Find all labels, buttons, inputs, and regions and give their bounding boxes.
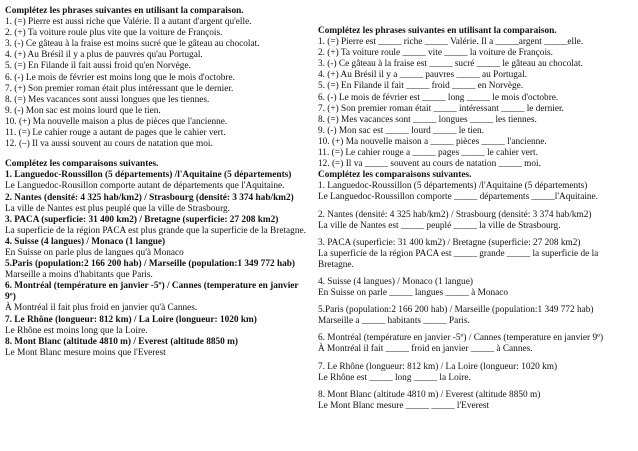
exercise-comparaison-1-heading: 1. Languedoc-Roussillon (5 départements) /l'Aquitaine (5 départements) (318, 181, 588, 192)
comparaison-7-answer: Le Rhône est moins long que la Loire. (5, 325, 148, 336)
answer-column (5, 6, 310, 359)
exercise-phrase-8: 8. (=) Mes vacances sont _____ longues _____ les tiennes. (318, 114, 537, 125)
exercise-phrase-5: 5. (=) En Filande il fait _____ froid _____ en Norvège. (318, 81, 524, 92)
phrase-4: 4. (+) Au Brésil il y a plus de pauvres qu'au Portugal. (5, 50, 203, 61)
exercise-comparaison-6-blank: À Montréal il fait _____ froid en janvier _____ à Cannes. (318, 344, 533, 355)
exercise-comparaison-4-heading: 4. Suisse (4 langues) / Monaco (1 langue) (318, 276, 473, 287)
exercise-comparaison-4-blank: En Suisse on parle _____ langues _____ à Monaco (318, 288, 509, 299)
exercise-comparaison-3-blank: La superficie de la région PACA est _____ grande _____ la superficie de la Bretagne. (318, 248, 599, 270)
comparaison-3-heading: 3. PACA (superficie: 31 400 km2) / Bretagne (superficie: 27 208 km2) (5, 214, 279, 225)
comparaison-1-heading: 1. Languedoc-Roussillon (5 départements) /l'Aquitaine (5 départements) (5, 170, 292, 181)
comparaison-4-answer: En Suisse on parle plus de langues qu'à Monaco (5, 247, 184, 258)
comparaison-8-answer: Le Mont Blanc mesure moins que l'Everest (5, 347, 166, 358)
phrase-2: 2. (+) Ta voiture roule plus vite que la voiture de François. (5, 28, 223, 39)
exercise-comparaison-6-heading: 6. Montréal (température en janvier -5º) / Cannes (temperature en janvier 9º) (318, 333, 604, 344)
comparaison-2-answer: La ville de Nantes est plus peuplé que la ville de Strasbourg. (5, 203, 230, 214)
phrase-12: 12. (–) Il va aussi souvent au cours de natation que moi. (5, 139, 213, 150)
exercise-title-phrases: Complétez les phrases suivantes en utilisant la comparaison. (318, 26, 557, 36)
exercise-phrase-1: 1. (=) Pierre est _____ riche _____ Valérie. Il a _____argent _____elle. (318, 37, 584, 48)
comparaison-7-heading: 7. Le Rhône (longueur: 812 km) / La Loire (longueur: 1020 km) (5, 314, 257, 325)
phrase-9: 9. (-) Mon sac est moins lourd que le tien. (5, 105, 161, 116)
exercise-phrase-10: 10. (+) Ma nouvelle maison a _____ pièces _____ l'ancienne. (318, 136, 547, 147)
comparaison-2-heading: 2. Nantes (densité: 4 325 hab/km2) / Strasbourg (densité: 3 374 hab/km2) (5, 192, 294, 203)
comparaison-1-answer: Le Languedoc-Rousillon comporte autant de départements que l'Aquitaine. (5, 181, 285, 192)
phrase-3: 3. (-) Ce gâteau à la fraise est moins sucré que le gâteau au chocolat. (5, 39, 260, 50)
exercise-column (318, 26, 634, 412)
exercise-comparaison-2-heading: 2. Nantes (densité: 4 325 hab/km2) / Strasbourg (densité: 3 374 hab/km2) (318, 209, 592, 220)
comparaison-6-answer: À Montréal il fait plus froid en janvier qu'à Cannes. (5, 303, 198, 314)
exercise-comparaison-8-heading: 8. Mont Blanc (altitude 4810 m) / Everest (altitude 8850 m) (318, 389, 541, 400)
exercise-phrase-7: 7. (+) Son premier roman était _____ intéressant _____ le dernier. (318, 103, 564, 114)
exercise-phrase-2: 2. (+) Ta voiture roule _____ vite _____ la voiture de François. (318, 48, 553, 59)
exercise-phrase-3: 3. (-) Ce gâteau à la fraise est _____ sucré _____ le gâteau au chocolat. (318, 59, 583, 70)
section-title-phrases: Complétez les phrases suivantes en utilisant la comparaison. (5, 6, 244, 16)
phrase-5: 5. (=) En Filande il fait aussi froid qu'en Norvège. (5, 61, 191, 72)
exercise-title-comparaisons: Complétez les comparaisons suivantes. (318, 170, 472, 181)
comparaison-4-heading: 4. Suisse (4 langues) / Monaco (1 langue) (5, 236, 166, 247)
exercise-comparaison-5-blank: Marseille a _____ habitants _____ Paris. (318, 316, 470, 327)
exercise-comparaison-7-blank: Le Rhône est _____ long _____ la Loire. (318, 372, 471, 383)
exercise-comparaison-7-heading: 7. Le Rhône (longueur: 812 km) / La Loire (longueur: 1020 km) (318, 361, 558, 372)
comparaison-5-answer: Marseille a moins d'habitants que Paris. (5, 270, 153, 281)
exercise-comparaison-5-heading: 5.Paris (population:2 166 200 hab) / Marseille (population:1 349 772 hab) (318, 305, 594, 316)
comparaison-8-heading: 8. Mont Blanc (altitude 4810 m) / Everest (altitude 8850 m) (5, 336, 238, 347)
exercise-comparaison-1-blank: Le Languedoc-Roussillon comporte _____ départements _____l'Aquitaine. (318, 192, 599, 203)
exercise-phrase-12: 12. (=) Il va _____ souvent au cours de natation _____ moi. (318, 159, 541, 170)
exercise-comparaison-3-heading: 3. PACA (superficie: 31 400 km2) / Bretagne (superficie: 27 208 km2) (318, 237, 581, 248)
phrase-1: 1. (=) Pierre est aussi riche que Valérie. Il a autant d'argent qu'elle. (5, 17, 252, 28)
phrase-10: 10. (+) Ma nouvelle maison a plus de pièces que l'ancienne. (5, 116, 228, 127)
comparaison-3-answer: La superficie de la région PACA est plus grande que la superficie de la Bretagne. (5, 225, 306, 236)
exercise-phrase-4: 4. (+) Au Brésil il y a _____ pauvres _____ au Portugal. (318, 70, 527, 81)
section-title-comparaisons: Complétez les comparaisons suivantes. (5, 159, 159, 170)
comparaison-5-heading: 5.Paris (population:2 166 200 hab) / Marseille (population:1 349 772 hab) (5, 259, 296, 270)
comparaison-6-heading: 6. Montréal (température en janvier -5º) / Cannes (temperature en janvier 9º) (5, 281, 299, 303)
exercise-phrase-11: 11. (=) Le cahier rouge a _____ pages _____ le cahier vert. (318, 148, 538, 159)
exercise-comparaison-2-blank: La ville de Nantes est _____ peuplé _____ la ville de Strasbourg. (318, 220, 561, 231)
phrase-7: 7. (+) Son premier roman était plus intéressant que le dernier. (5, 83, 234, 94)
phrase-6: 6. (-) Le mois de février est moins long que le mois d'octobre. (5, 72, 235, 83)
exercise-phrase-9: 9. (-) Mon sac est _____ lourd _____ le tien. (318, 125, 485, 136)
phrase-8: 8. (=) Mes vacances sont aussi longues que les tiennes. (5, 94, 210, 105)
exercise-comparaison-8-blank: Le Mont Blanc mesure _____ _____ l'Everest (318, 400, 490, 411)
phrase-11: 11. (=) Le cahier rouge a autant de pages que le cahier vert. (5, 128, 226, 139)
exercise-phrase-6: 6. (-) Le mois de février est _____ long _____ le mois d'octobre. (318, 92, 559, 103)
